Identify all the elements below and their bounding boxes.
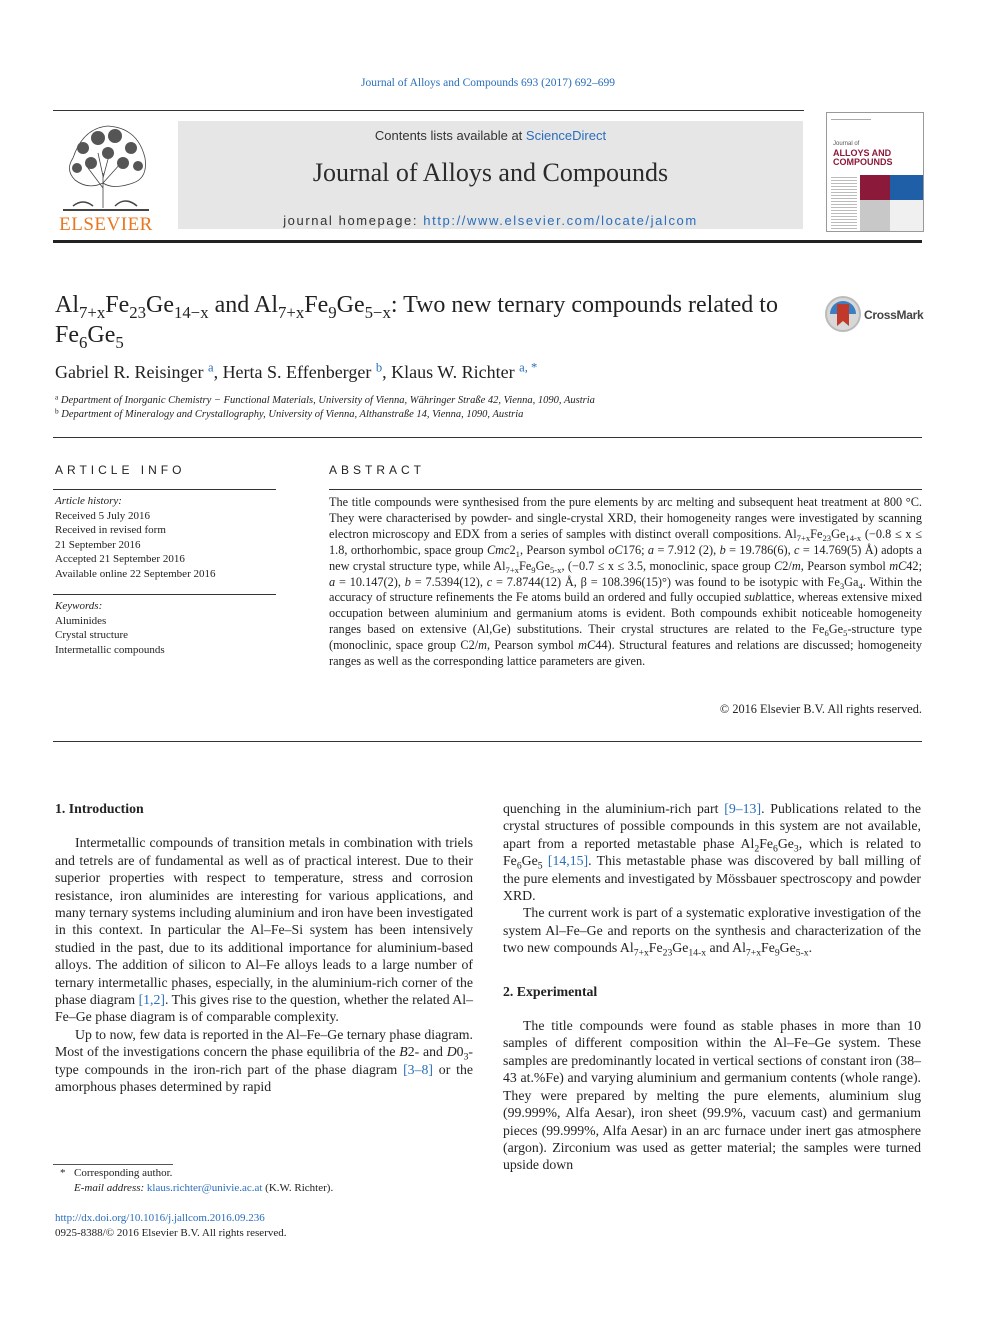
- footnote-rule: [53, 1164, 173, 1165]
- article-info-rule: [53, 489, 276, 490]
- cover-text-lines: [831, 175, 857, 229]
- contents-line: [178, 128, 803, 143]
- affiliation-b: $^b$ Department of Mineralogy and Crystallography, University of Vienna, Althanstraße 14, Vienna, 1090, Austria: [55, 406, 524, 420]
- article-title: $Al_{7+x}Fe_{23}Ge_{14-x}$ and $Al_{7+x}Fe_9Ge_{5-x}$: Two new ternary compounds related to $Fe_6Ge_5$: [55, 292, 778, 352]
- abstract-bottom-rule: [53, 741, 922, 742]
- cover-block-red: [860, 175, 890, 200]
- keywords-label: Keywords:: [55, 600, 103, 612]
- author-name[interactable]: Herta S. Effenberger: [222, 362, 372, 382]
- crossmark-label: CrossMark: [864, 308, 924, 322]
- section-rule: [53, 437, 922, 438]
- section-heading-introduction: 1. Introduction: [55, 801, 144, 816]
- cover-block-light: [890, 200, 923, 231]
- abstract-rule: [329, 489, 922, 490]
- history-item: Received 5 July 2016: [55, 509, 151, 522]
- cover-block-grey: [860, 200, 890, 231]
- cover-line: [831, 119, 871, 120]
- paragraph: Up to now, few data is reported in the Al–Fe–Ge ternary phase diagram. Most of the investigations concern the phase equilibria of the B2- and $D0_3$-type compounds in the iron-rich part of the phase diagram [3–8] or the amorphous phases determined by rapid: [55, 1026, 474, 1095]
- history-label: Article history:: [55, 495, 122, 507]
- email-label: E-mail address:: [74, 1182, 145, 1194]
- article-info-heading: ARTICLE INFO: [55, 463, 186, 477]
- doi-link[interactable]: http://dx.doi.org/10.1016/j.jallcom.2016.09.236: [55, 1212, 265, 1224]
- history-item: Accepted 21 September 2016: [55, 553, 185, 565]
- sciencedirect-link[interactable]: ScienceDirect: [525, 128, 607, 143]
- abstract-text: The title compounds were synthesised from the pure elements by arc melting and subsequent heat treatment at 800 °C. They were characterised by powder- and single-crystal XRD, their homogeneity ranges were investigated by scanning electron microscopy and EDX from a series of samples with distinct overall compositions. $Al_{7+x}Fe_{23}Ge_{14-x}$ (−0.8 ≤ x ≤ 1.8, orthorhombic, space group $Cmc2_1$, Pearson symbol oC176; a = 7.912 (2), b = 19.786(6), c = 14.769(5) Å) adopts a new crystal structure type, while $Al_{7+x}Fe_9Ge_{5-x}$, (−0.7 ≤ x ≤ 3.5, monoclinic, space group C2/m, Pearson symbol mC42; a = 10.147(2), b = 7.5394(12), c = 7.8744(12) Å, β = 108.396(15)°) was found to be isotypic with $Fe_3Ga_4$. Within the accuracy of structure refinements the Fe atoms build an ordered and fully occupied sublattice, whereas extensive mixed occupation between aluminium and germanium atoms is evident. Both compounds exhibit noticeable homogeneity ranges based on extensive (Al,Ge) substitutions. Their crystal structures are related to the $Fe_6Ge_5$-structure type (monoclinic, space group C2/m, Pearson symbol mC44). Structural features and relations are discussed; homogeneity ranges as well as the corresponding lattice parameters are given.: [329, 495, 923, 669]
- homepage-label: journal homepage:: [283, 213, 424, 228]
- journal-reference[interactable]: Journal of Alloys and Compounds 693 (2017) 692–699: [361, 77, 615, 89]
- affiliation-mark[interactable]: a: [207, 360, 214, 375]
- abstract-heading: ABSTRACT: [329, 463, 426, 477]
- cover-block-blue: [890, 175, 923, 200]
- paragraph: The current work is part of a systematic explorative investigation of the system Al–Fe–Ge and reports on the synthesis and characterization of the two new compounds $Al_{7+x}Fe_{23}Ge_{14-x}$ and $Al_{7+x}Fe_9Ge_{5-x}$.: [503, 905, 921, 959]
- paragraph: Intermetallic compounds of transition metals in combination with triels and tetrels are of fundamental as well as of practical interest. Due to their superior properties with respect to temperature, stress and corrosion resistance, iron aluminides are interesting for various applications, and many ternary systems including aluminium and iron have been investigated in this context. In particular the Al–Fe–Si system has been intensively studied in the past, due to its additional importance for aluminium-based alloys. The addition of silicon to Al–Fe alloys leads to a large number of ternary intermetallic phases, especially, in the aluminium-rich corner of the phase diagram [1,2]. This gives rise to the question, whether the related Al–Fe–Ge phase diagram is of comparable complexity.: [55, 835, 474, 1025]
- author-name[interactable]: Klaus W. Richter: [391, 362, 515, 382]
- journal-cover[interactable]: [826, 112, 924, 232]
- author-name[interactable]: Gabriel R. Reisinger: [55, 362, 204, 382]
- homepage-line: [178, 213, 803, 228]
- issn-line: 0925-8388/© 2016 Elsevier B.V. All rights reserved.: [55, 1227, 287, 1239]
- homepage-link[interactable]: http://www.elsevier.com/locate/jalcom: [423, 213, 698, 228]
- history-item: Available online 22 September 2016: [55, 567, 216, 580]
- paragraph: quenching in the aluminium-rich part [9–13]. Publications related to the crystal structures of possible compounds in this system are not available, apart from a reported metastable phase $Al_2Fe_6Ge_3$, which is related to $Fe_6Ge_5$ [14,15]. This metastable phase was discovered by ball milling of the pure elements and investigated by Mössbauer spectroscopy and powder XRD.: [503, 801, 921, 904]
- cover-title-top: Journal of: [833, 141, 860, 147]
- crossmark-badge[interactable]: [824, 295, 924, 335]
- contents-prefix: Contents lists available at: [374, 128, 526, 143]
- email-owner: (K.W. Richter).: [265, 1182, 334, 1194]
- elsevier-wordmark: ELSEVIER: [59, 214, 153, 235]
- crossmark-icon: [824, 295, 862, 333]
- keyword: Aluminides: [55, 614, 107, 627]
- history-item: Received in revised form: [55, 524, 166, 536]
- email-link[interactable]: klaus.richter@univie.ac.at: [146, 1182, 263, 1194]
- affiliation-mark[interactable]: b: [375, 360, 383, 375]
- journal-name: Journal of Alloys and Compounds: [312, 158, 669, 187]
- history-item: 21 September 2016: [55, 538, 141, 551]
- keyword: Crystal structure: [55, 629, 129, 641]
- footnote: * Corresponding author. E-mail address: klaus.richter@univie.ac.at (K.W. Richter).: [60, 1167, 334, 1194]
- article-history: [55, 494, 215, 581]
- journal-banner: [178, 121, 803, 229]
- abstract-copyright: © 2016 Elsevier B.V. All rights reserved.: [719, 702, 922, 716]
- paragraph: The title compounds were found as stable phases in more than 10 samples of different composition within the Al–Fe–Ge system. These samples are predominantly located in vertical sections of constant iron (38–43 at.%Fe) and varying aluminium and germanium contents (whole range). They were prepared by melting the pure elements, aluminium slug (99.999%, Alfa Aesar), iron sheet (99.9%, vacuum cast) and germanium pieces (99.999%, Alfa Aesar) in an arc furnace under inert gas atmosphere (argon). Zirconium was used as getter material; the samples were turned upside down: [503, 1018, 921, 1173]
- keywords-rule: [53, 594, 276, 595]
- section-heading-experimental: 2. Experimental: [503, 983, 598, 999]
- body-column-left: [55, 800, 473, 1096]
- header-rule: [53, 240, 922, 243]
- elsevier-logo[interactable]: [53, 118, 159, 236]
- author-list: Gabriel R. Reisinger $^a$, Herta S. Effenberger $^b$, Klaus W. Richter $^{a, *}$: [55, 360, 538, 382]
- body-column-right: [503, 800, 921, 1174]
- keywords-list: [55, 599, 165, 657]
- affiliation-a: $^a$ Department of Inorganic Chemistry − Functional Materials, University of Vienna, Währinger Straße 42, Vienna, 1090, Austria: [55, 392, 595, 406]
- affiliation-mark[interactable]: a, *: [519, 360, 538, 375]
- top-rule: [53, 110, 804, 111]
- corresponding-author: Corresponding author.: [74, 1167, 173, 1179]
- cover-title: ALLOYS AND COMPOUNDS: [833, 148, 893, 167]
- keyword: Intermetallic compounds: [55, 643, 165, 656]
